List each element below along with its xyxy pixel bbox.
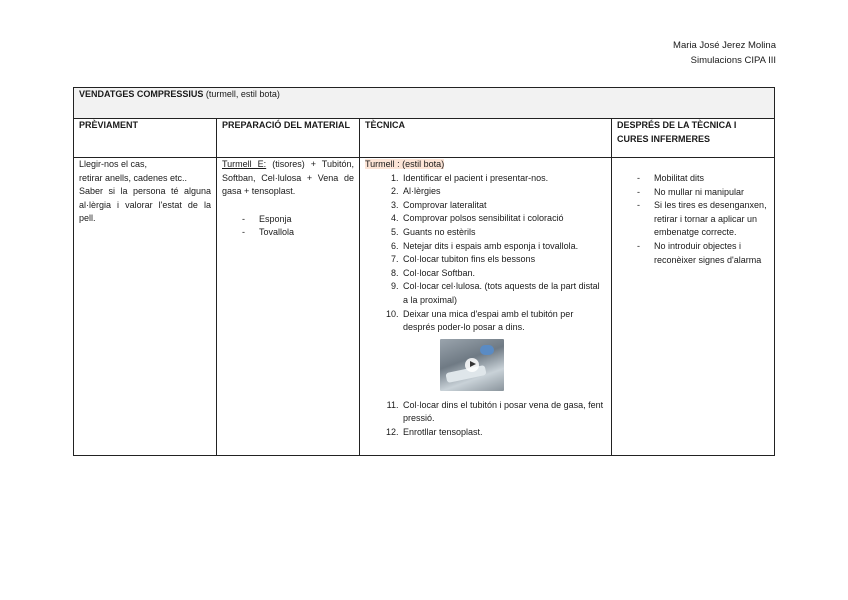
prev-line-1: Llegir-nos el cas,: [79, 159, 148, 169]
despres-item-3: - Si les tires es desenganxen, retirar i tornar a aplicar un embenatge correcte.: [617, 199, 769, 240]
cell-previament: [74, 158, 217, 456]
author-name: Maria José Jerez Molina: [673, 40, 776, 51]
header-previament: PRÈVIAMENT: [74, 119, 217, 158]
step-11: 11. Col·locar dins el tubitón i posar vena de gasa, fent pressió.: [401, 399, 606, 426]
header-material: PREPARACIÓ DEL MATERIAL: [217, 119, 360, 158]
cell-tecnica: [360, 158, 612, 456]
material-item-tovallola: - Tovallola: [222, 226, 354, 240]
header-row: [74, 119, 775, 158]
step-5: 5. Guants no estèrils: [401, 226, 606, 240]
step-7: 7. Col·locar tubiton fins els bessons: [401, 253, 606, 267]
despres-item-1: - Mobilitat dits: [617, 172, 769, 186]
video-thumbnail[interactable]: [440, 339, 504, 391]
step-12: 12. Enrotllar tensoplast.: [401, 426, 606, 440]
prev-line-2: retirar anells, cadenes etc..: [79, 172, 188, 183]
step-1: 1. Identificar el pacient i presentar-nos.: [401, 172, 606, 186]
step-4: 4. Comprovar polsos sensibilitat i coloració: [401, 212, 606, 226]
step-6: 6. Netejar dits i espais amb esponja i tovallola.: [401, 240, 606, 254]
cell-material: [217, 158, 360, 456]
step-2: 2. Al·lèrgies: [401, 185, 606, 199]
material-item-esponja: - Esponja: [222, 213, 354, 227]
despres-item-2: - No mullar ni manipular: [617, 186, 769, 200]
tecnica-steps-continued: [365, 399, 606, 440]
step-8: 8. Col·locar Softban.: [401, 267, 606, 281]
step-9: 9. Col·locar cel·lulosa. (tots aquests de la part distal a la proximal): [401, 280, 606, 307]
table-title-rest: (turmell, estil bota): [203, 89, 280, 99]
material-list: [222, 213, 354, 240]
step-3: 3. Comprovar lateralitat: [401, 199, 606, 213]
video-scene-cap: [480, 345, 494, 355]
content-row: [74, 158, 775, 456]
author-block: [673, 38, 776, 68]
header-tecnica: TÈCNICA: [360, 119, 612, 158]
table-title-row: [74, 88, 775, 119]
play-icon[interactable]: [465, 358, 479, 372]
despres-item-4: - No introduir objectes i reconèixer signes d'alarma: [617, 240, 769, 267]
material-label: Turmell E:: [222, 159, 267, 169]
table-title: [74, 88, 775, 119]
header-despres: DESPRÉS DE LA TÈCNICA I CURES INFERMERES: [612, 119, 775, 158]
material-desc: (tisores) + Tubitón, Softban, Cel·lulosa + Vena de gasa + tensoplast.: [222, 159, 354, 197]
table-title-bold: VENDATGES COMPRESSIUS: [79, 89, 204, 99]
step-10: 10. Deixar una mica d'espai amb el tubitón per després poder-lo posar a dins.: [401, 308, 606, 335]
material-text: [222, 158, 354, 199]
bandage-table: [73, 87, 775, 456]
cell-despres: [612, 158, 775, 456]
tecnica-steps: [365, 172, 606, 335]
prev-line-3: Saber si la persona té alguna al·lèrgia i valorar l'estat de la pell.: [79, 186, 211, 224]
despres-list: [617, 172, 769, 267]
course-name: Simulacions CIPA III: [690, 55, 776, 66]
tecnica-heading: Turmell : (estil bota): [365, 159, 445, 169]
